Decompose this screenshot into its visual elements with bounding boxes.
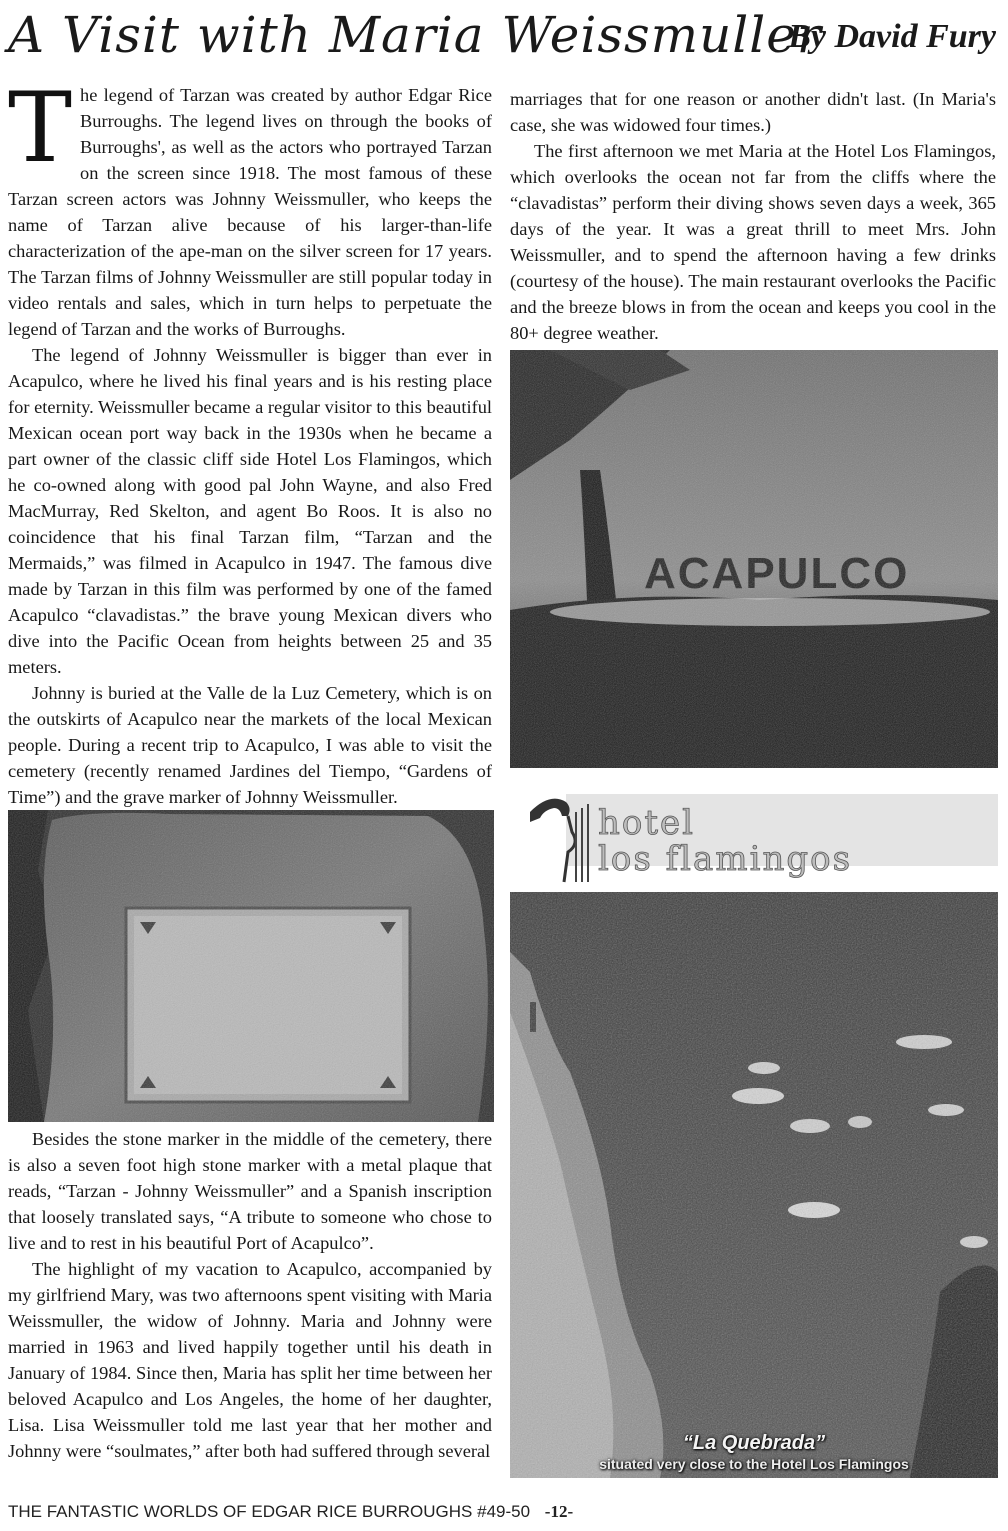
grave-marker-image bbox=[8, 810, 494, 1122]
paragraph-7: The first afternoon we met Maria at the Hotel Los Flamingos, which overlooks the ocean not far from the cliffs where the “clavadistas” perform their diving shows seven days a week, 365 days of the year. It was a great thrill to meet Mrs. John Weissmuller, and to spend the afternoon having a few drinks (courtesy of the house). The main restaurant overlooks the Pacific and the breeze blows in from the ocean and keeps you cool in the 80+ degree weather. bbox=[510, 141, 996, 343]
right-column-upper bbox=[510, 86, 996, 346]
page-number: -12- bbox=[544, 1502, 574, 1521]
hotel-logo bbox=[510, 772, 998, 890]
acapulco-image bbox=[510, 350, 998, 768]
quebrada-caption-subtitle: situated very close to the Hotel Los Flamingos bbox=[599, 1456, 909, 1472]
article-byline: By David Fury bbox=[788, 18, 996, 55]
publication-name: THE FANTASTIC WORLDS OF EDGAR RICE BURROUGHS #49-50 bbox=[8, 1502, 531, 1521]
article-title: A Visit with Maria Weissmuller bbox=[8, 6, 822, 64]
hotel-logo-line1: hotel bbox=[598, 803, 696, 843]
paragraph-2: The legend of Johnny Weissmuller is bigger than ever in Acapulco, where he lived his final years and is his resting place for eternity. Weissmuller became a regular visitor to this beautiful Mexican ocean port way back in the 1930s when he became a part owner of the classic cliff side Hotel Los Flamingos, which he co-owned along with good pal John Wayne, and also Fred MacMurray, Red Skelton, and agent Bo Roos. It is also no coincidence that his final Tarzan film, “Tarzan and the Mermaids,” was filmed in Acapulco in 1947. The famous dive made by Tarzan in this film was performed by one of the famed Acapulco “clavadistas.” the brave young Mexican divers who dive into the Pacific Ocean from heights between 25 and 35 meters. bbox=[8, 345, 492, 677]
hotel-logo-line2: los flamingos bbox=[598, 839, 853, 879]
paragraph-1: The legend of Tarzan was created by author Edgar Rice Burroughs. The legend lives on through the books of Burroughs', as well as the actors who portrayed Tarzan on the screen since 1918. The most famous of these Tarzan screen actors was Johnny Weissmuller, who keeps the name of Tarzan alive because of his larger-than-life characterization of the ape-man on the silver screen for 17 years. The Tarzan films of Johnny Weissmuller are still popular today in video rentals and sales, which in turn helps to perpetuate the legend of Tarzan and the works of Burroughs. bbox=[8, 72, 492, 339]
drop-cap: T bbox=[8, 72, 73, 184]
acapulco-photo bbox=[510, 350, 998, 768]
grave-marker-photo bbox=[8, 810, 494, 1122]
quebrada-caption-title: “La Quebrada” bbox=[682, 1432, 826, 1454]
paragraph-5: The highlight of my vacation to Acapulco, accompanied by my girlfriend Mary, was two afternoons spent visiting with Maria Weissmuller, the widow of Johnny. Maria and Johnny were married in 1963 and lived happily together until his death in January of 1984. Since then, Maria has split her time between her beloved Acapulco and Los Angeles, the home of her daughter, Lisa. Lisa Weissmuller told me last year that her mother and Johnny were “soulmates,” after both had suffered through several bbox=[8, 1259, 492, 1461]
left-column-upper bbox=[8, 72, 492, 810]
page-footer bbox=[8, 1502, 573, 1522]
paragraph-3: Johnny is buried at the Valle de la Luz Cemetery, which is on the outskirts of Acapulco near the markets of the local Mexican people. During a recent trip to Acapulco, I was able to visit the cemetery (recently renamed Jardines del Tiempo, “Gardens of Time”) and the grave marker of Johnny Weissmuller. bbox=[8, 683, 492, 807]
paragraph-4: Besides the stone marker in the middle of the cemetery, there is also a seven foot high stone marker with a metal plaque that reads, “Tarzan - Johnny Weissmuller” and a Spanish inscription that loosely translated says, “A tribute to someone who chose to live and to rest in his beautiful Port of Acapulco”. bbox=[8, 1129, 492, 1253]
flamingo-logo-icon bbox=[510, 772, 998, 890]
left-column-lower bbox=[8, 1126, 492, 1464]
quebrada-image bbox=[510, 892, 998, 1478]
paragraph-6: marriages that for one reason or another didn't last. (In Maria's case, she was widowed four times.) bbox=[510, 89, 996, 135]
la-quebrada-photo bbox=[510, 892, 998, 1478]
